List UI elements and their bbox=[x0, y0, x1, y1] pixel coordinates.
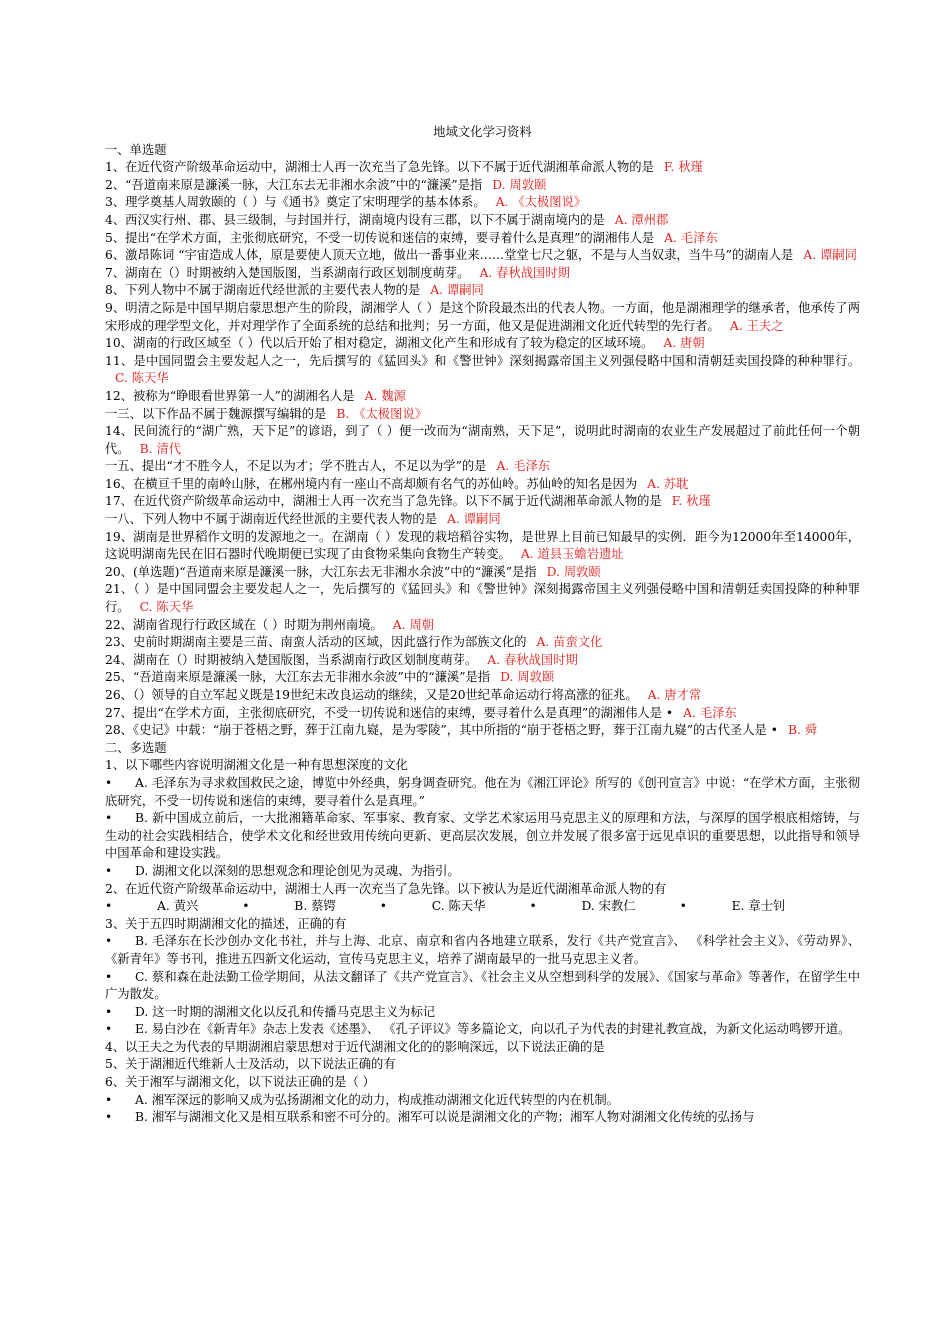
option-list-inline bbox=[105, 898, 860, 916]
option-text: B. 湘军与湖湘文化又是相互联系和密不可分的。湘军可以说是湖湘文化的产物；湘军人物对湖湘文化传统的弘扬与 bbox=[135, 1110, 755, 1125]
answer-text: A. 毛泽东 bbox=[664, 230, 718, 245]
question-item bbox=[105, 705, 860, 723]
question-item bbox=[105, 423, 860, 458]
option-text: E. 易白沙在《新青年》杂志上发表《述墨》、 《孔子评议》等多篇论文，向以孔子为代表的封建礼教宣战，为新文化运动鸣锣开道。 bbox=[135, 1022, 851, 1037]
option-item bbox=[105, 969, 860, 1004]
section-heading-single: 一、单选题 bbox=[105, 142, 167, 157]
question-text: 3、关于五四时期湖湘文化的描述，正确的有 bbox=[105, 916, 347, 931]
question-item bbox=[105, 476, 860, 494]
option-item bbox=[105, 1004, 860, 1022]
question-item bbox=[105, 687, 860, 705]
question-item bbox=[105, 617, 860, 635]
question-text: 21、（ ）是中国同盟会主要发起人之一，先后撰写的《猛回头》和《警世钟》深刻揭露帝国主义列强侵略中国和清朝廷卖国投降的种种罪行。 bbox=[105, 582, 860, 615]
question-item bbox=[105, 282, 860, 300]
question-item bbox=[105, 564, 860, 582]
bullet-icon: • bbox=[105, 899, 113, 914]
bullet-icon: • bbox=[105, 1092, 113, 1107]
answer-text: A. 《太极图说》 bbox=[495, 195, 587, 210]
single-choice-list bbox=[105, 159, 860, 740]
answer-text: A. 谭嗣同 bbox=[447, 512, 501, 527]
multi-choice-list bbox=[105, 757, 860, 1126]
bullet-icon: • bbox=[105, 811, 113, 826]
bullet-icon: • bbox=[105, 863, 113, 878]
question-item bbox=[105, 265, 860, 283]
question-item bbox=[105, 247, 860, 265]
option-text: A. 黄兴 bbox=[157, 899, 199, 914]
question-item bbox=[105, 581, 860, 616]
answer-text: D. 周敦颐 bbox=[546, 564, 601, 579]
question-text: 28、《史记》中载：“崩于苍梧之野，葬于江南九嶷，是为零陵”，其中所指的“崩于苍梧之野，葬于江南九嶷”的古代圣人是 • bbox=[105, 723, 778, 738]
document-title: 地域文化学习资料 bbox=[433, 125, 532, 139]
question-item bbox=[105, 194, 860, 212]
answer-text: B. 清代 bbox=[139, 441, 182, 456]
answer-text: B. 《太极图说》 bbox=[336, 406, 427, 421]
option-inline-item bbox=[105, 899, 220, 913]
answer-text: D. 周敦颐 bbox=[500, 670, 555, 685]
option-list bbox=[105, 775, 860, 881]
question-item bbox=[105, 388, 860, 406]
question-text: 4、以王夫之为代表的早期湖湘启蒙思想对于近代湖湘文化的的影响深远，以下说法正确的是 bbox=[105, 1039, 605, 1054]
bullet-icon: • bbox=[105, 934, 113, 949]
answer-text: A. 潭州郡 bbox=[614, 212, 669, 227]
bullet-icon: • bbox=[529, 899, 537, 914]
question-text: 14、民间流行的“湖广熟，天下足”的谚语，到了（ ）便一改而为“湖南熟，天下足”，说明此时湖南的农业生产发展超过了前此任何一个朝代。 bbox=[105, 424, 860, 456]
question-item bbox=[105, 722, 860, 740]
option-text: A. 湘军深远的影响又成为弘扬湖湘文化的动力，构成推动湖湘文化近代转型的内在机制。 bbox=[135, 1092, 619, 1107]
question-item bbox=[105, 511, 860, 529]
option-item bbox=[105, 1021, 860, 1039]
question-item bbox=[105, 300, 860, 335]
section-heading-multi: 二、多选题 bbox=[105, 740, 167, 755]
question-text: 16、在横亘千里的南岭山脉，在郴州境内有一座山不高却颇有名气的苏仙岭。苏仙岭的知名是因为 bbox=[105, 476, 638, 491]
answer-text: A. 春秋战国时期 bbox=[479, 265, 570, 280]
question-text: 1、在近代资产阶级革命运动中，湖湘士人再一次充当了急先锋。以下不属于近代湖湘革命派人物的是 bbox=[105, 160, 654, 175]
option-text: C. 蔡和森在赴法勤工俭学期间，从法文翻译了《共产党宣言》、《社会主义从空想到科学的发展》、《国家与革命》等著作，在留学生中广为散发。 bbox=[105, 969, 860, 1002]
option-text: D. 湖湘文化以深刻的思想观念和理论创见为灵魂、为指引。 bbox=[135, 863, 460, 878]
option-item bbox=[105, 810, 860, 863]
option-inline-item bbox=[529, 899, 657, 913]
question-item bbox=[105, 177, 860, 195]
question-item bbox=[105, 634, 860, 652]
option-inline-item bbox=[380, 899, 508, 913]
answer-text: A. 毛泽东 bbox=[496, 459, 551, 474]
answer-text: A. 唐才常 bbox=[647, 688, 702, 702]
question-text: 6、关于湘军与湖湘文化，以下说法正确的是（ ） bbox=[105, 1075, 375, 1090]
option-text: D. 宋教仁 bbox=[581, 899, 636, 914]
question-item bbox=[105, 406, 860, 424]
option-text: B. 蔡锷 bbox=[294, 899, 336, 914]
question-text: 12、被称为“睁眼看世界第一人”的湖湘名人是 bbox=[105, 388, 355, 403]
answer-text: A. 苗蛮文化 bbox=[536, 635, 603, 650]
option-text: A. 毛泽东为寻求救国救民之途，博览中外经典，躬身调查研究。他在为《湘江评论》所写的《创刊宣言》中说：“在学术方面，主张彻底研究，不受一切传说和迷信的束缚，要寻着什么是真理。” bbox=[105, 775, 860, 808]
answer-text: F. 秋瑾 bbox=[663, 160, 703, 175]
question-item bbox=[105, 652, 860, 670]
option-inline-item bbox=[242, 899, 357, 913]
question-text: 一三、以下作品不属于魏源撰写编辑的是 bbox=[105, 406, 327, 421]
option-item bbox=[105, 863, 860, 881]
option-item bbox=[105, 775, 860, 810]
question-text: 5、关于湖湘近代维新人士及活动，以下说法正确的有 bbox=[105, 1057, 396, 1072]
question-text: 一五、提出“才不胜今人，不足以为才；学不胜古人，不足以为学”的是 bbox=[105, 459, 487, 474]
question-text: 1、以下哪些内容说明湖湘文化是一种有思想深度的文化 bbox=[105, 758, 408, 773]
answer-text: A. 王夫之 bbox=[729, 318, 784, 333]
question-item bbox=[105, 159, 860, 177]
question-text: 26、（）领导的自立军起义既是19世纪末改良运动的继续，又是20世纪革命运动行将高涨的征兆。 bbox=[105, 688, 638, 702]
answer-text: A. 谭嗣同 bbox=[803, 248, 857, 263]
question-item bbox=[105, 212, 860, 230]
answer-text: A. 唐朝 bbox=[663, 336, 705, 351]
answer-text: F. 秋瑾 bbox=[671, 494, 711, 509]
option-text: C. 陈天华 bbox=[431, 899, 486, 914]
question-text: 9、明清之际是中国早期启蒙思想产生的阶段，湖湘学人（ ）是这个阶段最杰出的代表人物。一方面，他是湖湘理学的继承者，他承传了两宋形成的理学型文化，并对理学作了全面系统的总结和批判；另一方面，他又是促进湖湘文化近代转型的先行者。 bbox=[105, 300, 860, 333]
option-item bbox=[105, 1092, 860, 1110]
question-item bbox=[105, 669, 860, 687]
option-list bbox=[105, 1092, 860, 1127]
bullet-icon: • bbox=[105, 775, 113, 790]
question-text: 10、湖南的行政区域至（ ）代以后开始了相对稳定，湖湘文化产生和形成有了较为稳定的区域环境。 bbox=[105, 336, 654, 351]
question-text: 19、湖南是世界稻作文明的发源地之一。在湖南（ ）发现的栽培稻谷实物，是世界上目前已知最早的实例．距今为12000年至14000年，这说明湖南先民在旧石器时代晚期便已实现了由食物采集向食物生产转变。 bbox=[105, 529, 860, 562]
answer-text: A. 春秋战国时期 bbox=[487, 652, 578, 667]
option-text: B. 毛泽东在长沙创办文化书社，并与上海、北京、南京和省内各地建立联系，发行《共产党宣言》、 《科学社会主义》、《劳动界》、《新青年》等书刊，推进五四新文化运动，宣传马克思主义，培养了湖南最早的一批马克思主义者。 bbox=[105, 934, 860, 966]
option-item bbox=[105, 933, 860, 968]
answer-text: B. 舜 bbox=[787, 723, 818, 738]
option-inline-item bbox=[680, 899, 808, 913]
bullet-icon: • bbox=[242, 899, 250, 914]
question-item bbox=[105, 230, 860, 248]
question-text: 5、提出“在学术方面，主张彻底研究，不受一切传说和迷信的束缚，要寻着什么是真理”的湖湘伟人是 bbox=[105, 230, 655, 245]
bullet-icon: • bbox=[105, 1110, 113, 1125]
question-text: 27、提出“在学术方面，主张彻底研究，不受一切传说和迷信的束缚，要寻着什么是真理”的湖湘伟人是 • bbox=[105, 705, 674, 720]
question-item bbox=[105, 335, 860, 353]
answer-text: A. 苏耽 bbox=[647, 476, 689, 491]
bullet-icon: • bbox=[379, 899, 388, 914]
question-item bbox=[105, 529, 860, 564]
question-text: 一八、下列人物中不属于湖南近代经世派的主要代表人物的是 bbox=[105, 512, 438, 527]
bullet-icon: • bbox=[679, 899, 687, 914]
question-text: 17、在近代资产阶级革命运动中，湖湘士人再一次充当了急先锋。以下不属于近代湖湘革命派人物的是 bbox=[105, 494, 662, 509]
answer-text: A. 魏源 bbox=[364, 388, 406, 403]
question-text: 23、史前时期湖南主要是三苗、南蛮人活动的区域，因此盛行作为部族文化的 bbox=[105, 635, 527, 650]
question-item bbox=[105, 458, 860, 476]
question-item bbox=[105, 493, 860, 511]
question-text: 8、下列人物中不属于湖南近代经世派的主要代表人物的是 bbox=[105, 283, 421, 298]
option-text: E. 章士钊 bbox=[731, 899, 786, 914]
answer-text: A. 道县玉蟾岩遗址 bbox=[520, 547, 624, 562]
question-text: 24、湖南在（）时期被纳入楚国版图，当系湖南行政区划制度萌芽。 bbox=[105, 652, 478, 667]
question-text: 7、湖南在（）时期被纳入楚国版图，当系湖南行政区划制度萌芽。 bbox=[105, 265, 470, 280]
question-text: 22、湖南省现行行政区域在（ ）时期为荆州南境。 bbox=[105, 617, 383, 632]
question-text: 3、理学奠基人周敦颐的（ ）与《通书》奠定了宋明理学的基本体系。 bbox=[105, 195, 486, 210]
answer-text: A. 毛泽东 bbox=[683, 705, 737, 720]
option-text: D. 这一时期的湖湘文化以反孔和传播马克思主义为标记 bbox=[135, 1004, 436, 1019]
answer-text: C. 陈天华 bbox=[139, 600, 194, 615]
question-item bbox=[105, 353, 860, 388]
question-text: 25、“吾道南来原是濂溪一脉，大江东去无非湘水余波”中的“濂溪”是指 bbox=[105, 670, 491, 685]
option-list bbox=[105, 933, 860, 1039]
bullet-icon: • bbox=[105, 1022, 113, 1037]
bullet-icon: • bbox=[105, 969, 113, 984]
question-text: 2、在近代资产阶级革命运动中，湖湘士人再一次充当了急先锋。以下被认为是近代湖湘革命派人物的有 bbox=[105, 881, 667, 896]
answer-text: A. 谭嗣同 bbox=[430, 283, 484, 298]
answer-text: D. 周敦颐 bbox=[492, 177, 547, 192]
answer-text: A. 周朝 bbox=[392, 617, 435, 632]
answer-text: C. 陈天华 bbox=[115, 371, 169, 386]
option-text: B. 新中国成立前后，一大批湘籍革命家、军事家、教育家、文学艺术家运用马克思主义的原理和方法，与深厚的国学根底相熔铸，与生动的社会实践相结合，使学术文化和经世致用传统向更新、更高层次发展，创立并发展了很多富于远见卓识的重要思想，以此指导和领导中国革命和建设实践。 bbox=[105, 811, 860, 861]
question-text: 4、西汉实行州、郡、县三级制，与封国并行，湖南境内设有三郡，以下不属于湖南境内的是 bbox=[105, 212, 605, 227]
question-text: 11、是中国同盟会主要发起人之一，先后撰写的《猛回头》和《警世钟》深刻揭露帝国主义列强侵略中国和清朝廷卖国投降的种种罪行。 bbox=[105, 353, 860, 368]
question-text: 6、激昂陈词 “宇宙造成人体，原是要使人顶天立地，做出一番事业来……堂堂七尺之躯，不是与人当奴隶，当牛马”的湖南人是 bbox=[105, 248, 794, 263]
question-text: 2、“吾道南来原是濂溪一脉，大江东去无非湘水余波”中的“濂溪”是指 bbox=[105, 177, 483, 192]
option-item bbox=[105, 1109, 860, 1127]
question-text: 20、(单选题)“吾道南来原是濂溪一脉，大江东去无非湘水余波”中的“濂溪”是指 bbox=[105, 564, 537, 579]
bullet-icon: • bbox=[105, 1004, 113, 1019]
